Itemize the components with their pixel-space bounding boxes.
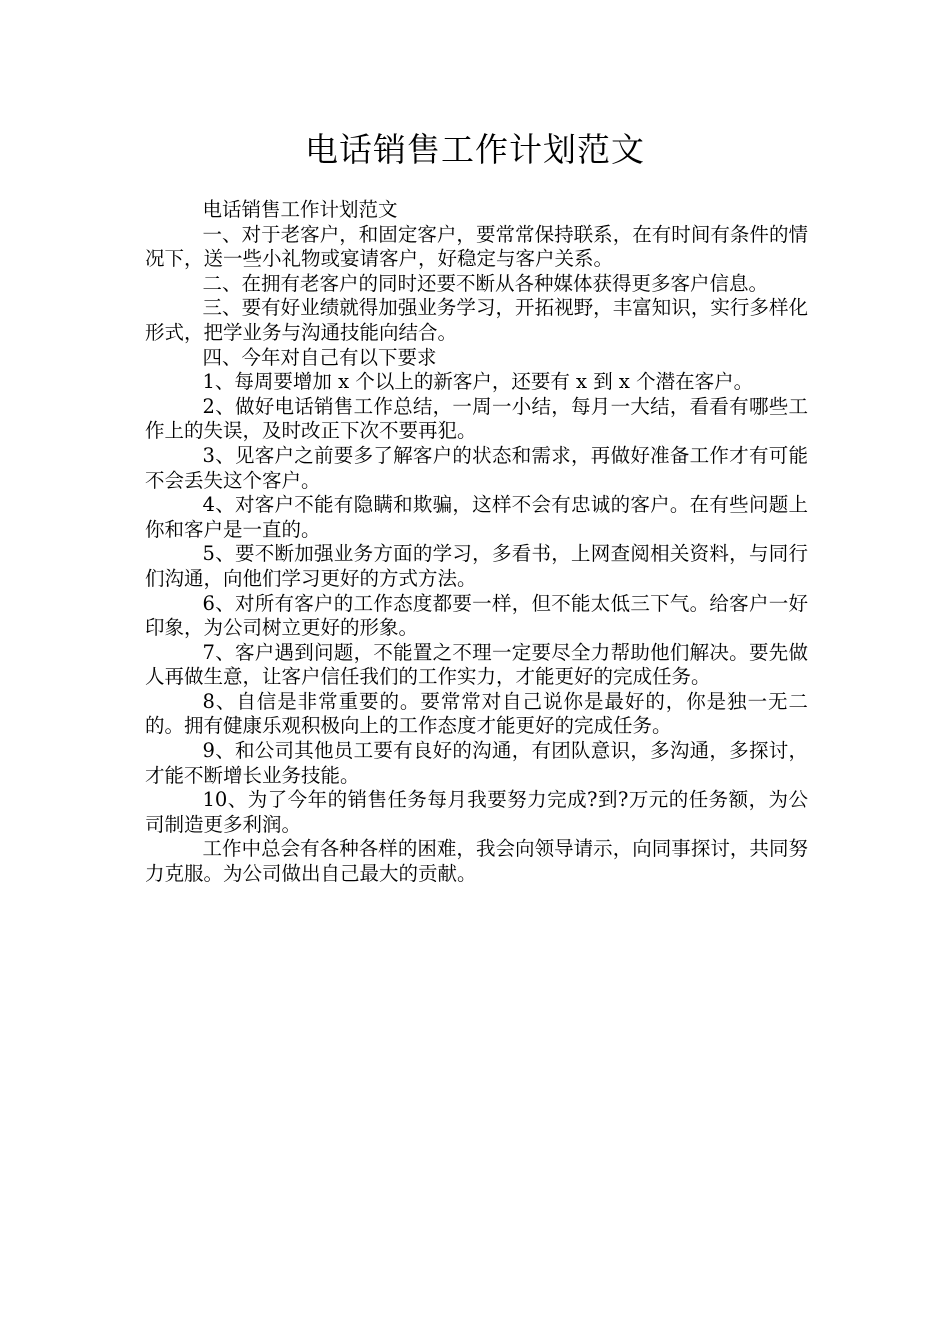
paragraph-subtitle: 电话销售工作计划范文 [202, 198, 398, 221]
requirement-4: 4、对客户不能有隐瞒和欺骗，这样不会有忠诚的客户。在有些问题上你和客户是一直的。 [145, 493, 808, 541]
closing-paragraph: 工作中总会有各种各样的困难，我会向领导请示，向同事探讨，共同努力克服。为公司做出自己最大的贡献。 [145, 837, 808, 886]
requirement-6: 6、对所有客户的工作态度都要一样，但不能太低三下气。给客户一好印象，为公司树立更好的形象。 [145, 591, 808, 640]
paragraph-item-4-heading: 四、今年对自己有以下要求 [202, 345, 437, 369]
document-title: 电话销售工作计划范文 [305, 130, 645, 169]
paragraph-item-3: 三、要有好业绩就得加强业务学习，开拓视野，丰富知识，实行多样化形式，把学业务与沟通技能向结合。 [145, 296, 808, 344]
requirement-3: 3、见客户之前要多了解客户的状态和需求，再做好准备工作才有可能不会丢失这个客户。 [145, 443, 808, 492]
requirement-9: 9、和公司其他员工要有良好的沟通，有团队意识，多沟通，多探讨，才能不断增长业务技能。 [145, 739, 808, 787]
requirement-10: 10、为了今年的销售任务每月我要努力完成?到?万元的任务额，为公司制造更多利润。 [145, 788, 808, 836]
paragraph-item-2: 二、在拥有老客户的同时还要不断从各种媒体获得更多客户信息。 [202, 271, 769, 295]
paragraph-item-1: 一、对于老客户，和固定客户，要常常保持联系，在有时间有条件的情况下，送一些小礼物或宴请客户，好稳定与客户关系。 [145, 222, 808, 271]
requirement-7: 7、客户遇到问题，不能置之不理一定要尽全力帮助他们解决。要先做人再做生意，让客户信任我们的工作实力，才能更好的完成任务。 [145, 640, 808, 689]
document-body [145, 198, 808, 887]
requirement-1: 1、每周要增加 x 个以上的新客户，还要有 x 到 x 个潜在客户。 [202, 370, 754, 394]
requirement-8: 8、自信是非常重要的。要常常对自己说你是最好的，你是独一无二的。拥有健康乐观积极向上的工作态度才能更好的完成任务。 [145, 689, 808, 738]
requirement-5: 5、要不断加强业务方面的学习，多看书，上网查阅相关资料，与同行们沟通，向他们学习更好的方式方法。 [145, 542, 808, 590]
requirement-2: 2、做好电话销售工作总结，一周一小结，每月一大结，看看有哪些工作上的失误，及时改正下次不要再犯。 [145, 394, 808, 443]
